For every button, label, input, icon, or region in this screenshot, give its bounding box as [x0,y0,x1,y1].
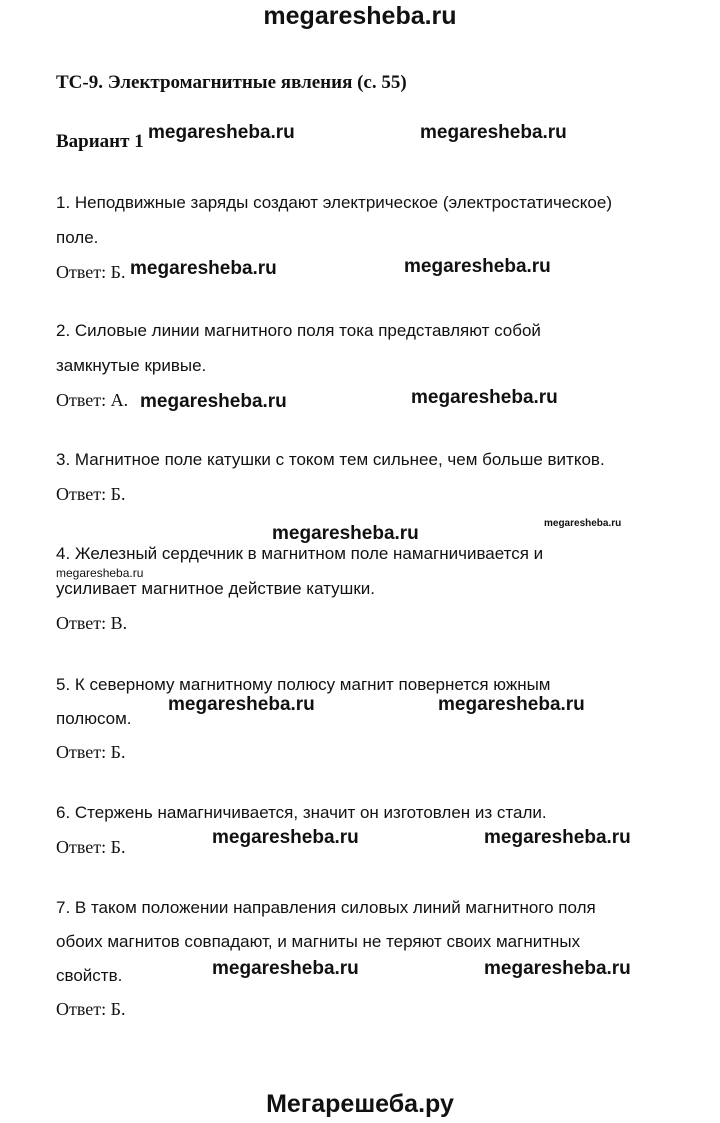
watermark: megaresheba.ru [438,694,585,715]
item-3-answer: Ответ: Б. [56,484,126,504]
watermark: megaresheba.ru [484,958,631,979]
item-3-line-1: 3. Магнитное поле катушки с током тем сильнее, чем больше витков. [56,450,605,469]
watermark: megaresheba.ru [130,258,277,279]
watermark: megaresheba.ru [420,122,567,143]
item-5-line-2: полюсом. [56,709,132,728]
item-4-line-2: усиливает магнитное действие катушки. [56,579,375,598]
item-7-line-3: свойств. [56,966,123,985]
watermark-small: megaresheba.ru [56,566,144,580]
item-6-answer: Ответ: Б. [56,837,126,857]
item-1-line-1: 1. Неподвижные заряды создают электрическое (электростатическое) [56,193,612,212]
item-4-line-1: 4. Железный сердечник в магнитном поле намагничивается и [56,544,544,563]
watermark: megaresheba.ru [404,256,551,277]
item-7-answer: Ответ: Б. [56,999,126,1019]
page-title: ТС-9. Электромагнитные явления (с. 55) [56,72,407,93]
watermark: megaresheba.ru [272,523,419,544]
item-1-line-2: поле. [56,228,99,247]
watermark: megaresheba.ru [484,827,631,848]
site-footer[interactable]: Мегарешеба.ру [266,1090,454,1118]
watermark: megaresheba.ru [212,958,359,979]
item-4-answer: Ответ: В. [56,613,128,633]
item-5-answer: Ответ: Б. [56,742,126,762]
item-2-answer: Ответ: А. [56,390,129,410]
item-7-line-1: 7. В таком положении направления силовых линий магнитного поля [56,898,596,917]
variant-label: Вариант 1 [56,131,144,152]
watermark: megaresheba.ru [148,122,295,143]
item-7-line-2: обоих магнитов совпадают, и магниты не теряют своих магнитных [56,932,581,951]
site-header[interactable]: megaresheba.ru [263,2,457,30]
item-2-line-1: 2. Силовые линии магнитного поля тока представляют собой [56,321,541,340]
watermark: megaresheba.ru [212,827,359,848]
watermark: megaresheba.ru [168,694,315,715]
item-6-line-1: 6. Стержень намагничивается, значит он изготовлен из стали. [56,803,547,822]
item-1-answer: Ответ: Б. [56,262,126,282]
item-5-line-1: 5. К северному магнитному полюсу магнит повернется южным [56,675,551,694]
item-2-line-2: замкнутые кривые. [56,356,207,375]
watermark: megaresheba.ru [411,387,558,408]
watermark-small: megaresheba.ru [544,518,622,529]
watermark: megaresheba.ru [140,391,287,412]
